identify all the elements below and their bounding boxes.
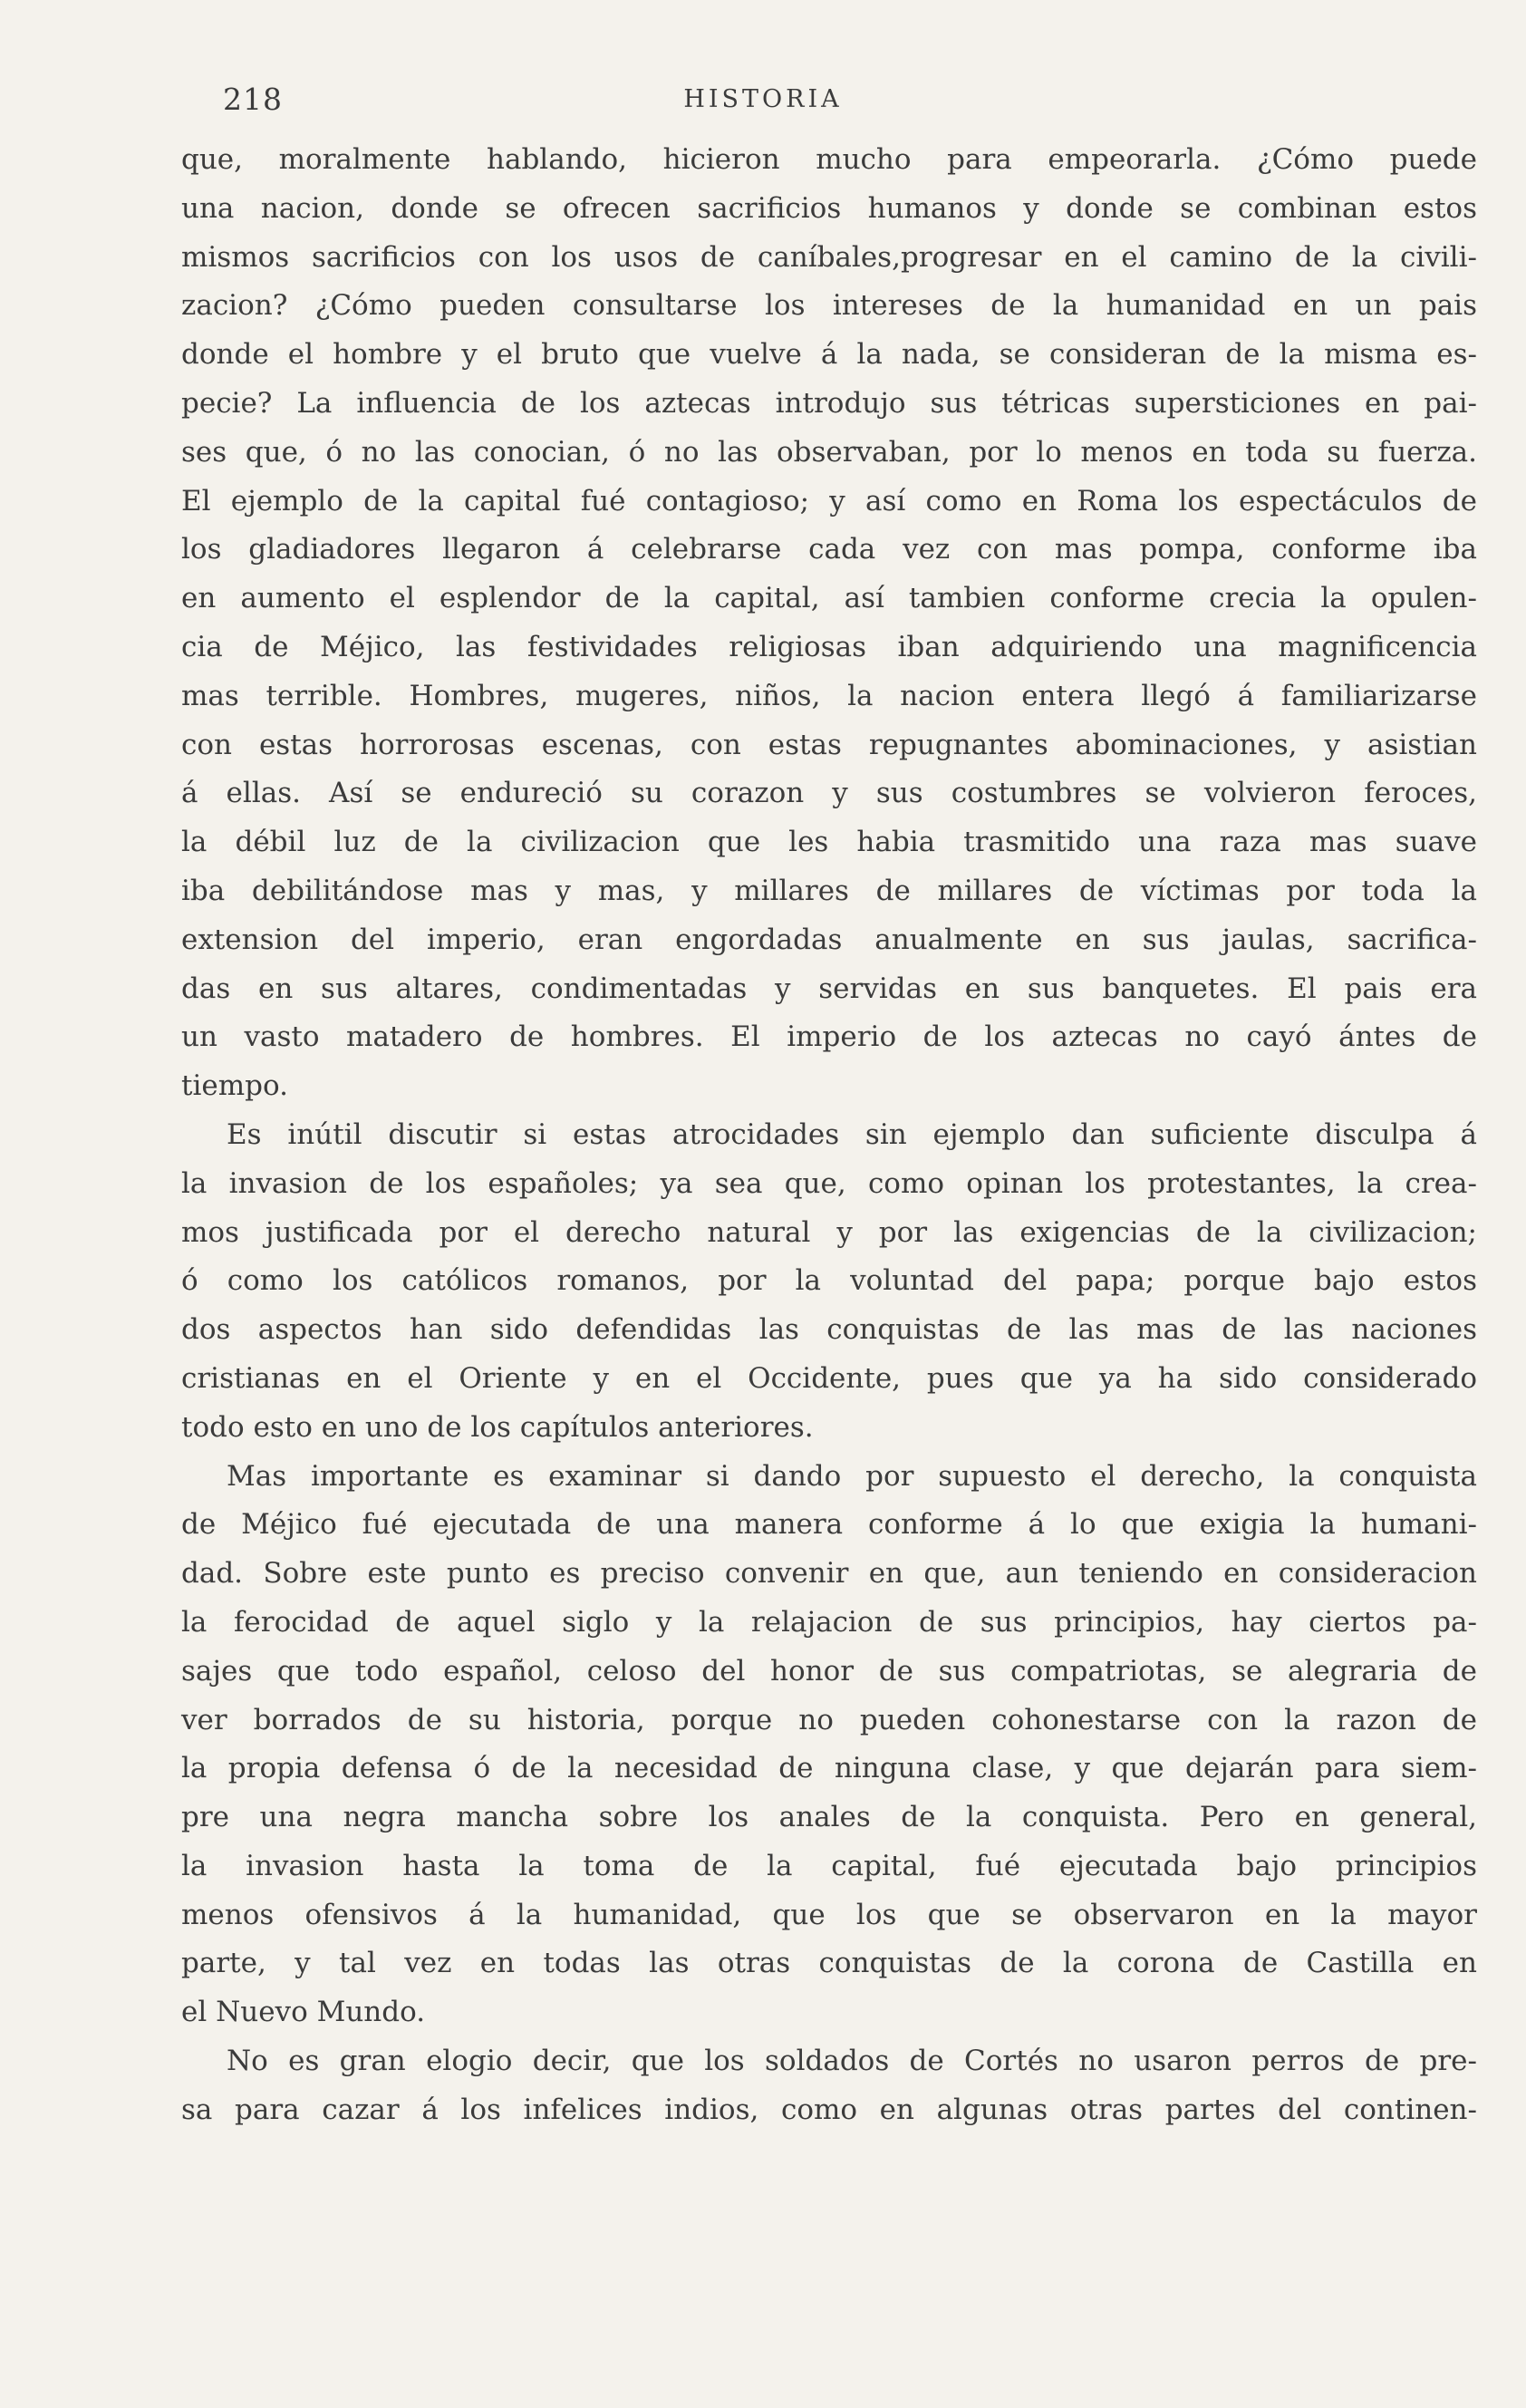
page-header bbox=[0, 82, 1526, 127]
text-line: cristianas en el Oriente y en el Occidente, pues que ya ha sido considerado bbox=[181, 1361, 1477, 1395]
text-line: los gladiadores llegaron á celebrarse cada vez con mas pompa, conforme iba bbox=[181, 533, 1477, 566]
text-line: Mas importante es examinar si dando por supuesto el derecho, la conquista bbox=[227, 1459, 1477, 1493]
text-line: dos aspectos han sido defendidas las conquistas de las mas de las naciones bbox=[181, 1313, 1477, 1347]
text-line: con estas horrorosas escenas, con estas repugnantes abominaciones, y asistian bbox=[181, 728, 1477, 761]
text-line: tiempo. bbox=[181, 1069, 288, 1103]
text-line: donde el hombre y el bruto que vuelve á la nada, se consideran de la misma es- bbox=[181, 338, 1477, 372]
running-title: HISTORIA bbox=[683, 85, 843, 113]
text-line: ses que, ó no las conocian, ó no las observaban, por lo menos en toda su fuerza. bbox=[181, 435, 1477, 469]
text-line: el Nuevo Mundo. bbox=[181, 1996, 426, 2029]
text-line: la propia defensa ó de la necesidad de ninguna clase, y que dejarán para siem- bbox=[181, 1752, 1477, 1785]
text-line: El ejemplo de la capital fué contagioso; y así como en Roma los espectáculos de bbox=[181, 484, 1477, 517]
text-line: das en sus altares, condimentadas y servidas en sus banquetes. El pais era bbox=[181, 972, 1477, 1005]
text-line: mos justificada por el derecho natural y por las exigencias de la civilizacion; bbox=[181, 1215, 1477, 1249]
page-number: 218 bbox=[223, 82, 283, 117]
text-line: todo esto en uno de los capítulos anteriores. bbox=[181, 1410, 814, 1444]
text-body bbox=[181, 136, 1477, 2135]
text-line: ó como los católicos romanos, por la voluntad del papa; porque bajo estos bbox=[181, 1264, 1477, 1298]
text-line: la invasion de los españoles; ya sea que, como opinan los protestantes, la crea- bbox=[181, 1166, 1477, 1200]
text-line: pecie? La influencia de los aztecas introdujo sus tétricas supersticiones en pai- bbox=[181, 386, 1477, 420]
text-line: No es gran elogio decir, que los soldados de Cortés no usaron perros de pre- bbox=[227, 2045, 1477, 2078]
text-line: dad. Sobre este punto es preciso convenir en que, aun teniendo en consideracion bbox=[181, 1557, 1477, 1591]
text-line: en aumento el esplendor de la capital, así tambien conforme crecia la opulen- bbox=[181, 582, 1477, 615]
text-line: zacion? ¿Cómo pueden consultarse los intereses de la humanidad en un pais bbox=[181, 289, 1477, 323]
text-line: pre una negra mancha sobre los anales de la conquista. Pero en general, bbox=[181, 1801, 1477, 1834]
text-line: sa para cazar á los infelices indios, como en algunas otras partes del continen- bbox=[181, 2093, 1477, 2126]
text-line: la invasion hasta la toma de la capital, fué ejecutada bajo principios bbox=[181, 1849, 1477, 1882]
text-line: á ellas. Así se endureció su corazon y sus costumbres se volvieron feroces, bbox=[181, 777, 1477, 810]
text-line: menos ofensivos á la humanidad, que los que se observaron en la mayor bbox=[181, 1898, 1477, 1931]
text-line: ver borrados de su historia, porque no pueden cohonestarse con la razon de bbox=[181, 1703, 1477, 1736]
text-line: mismos sacrificios con los usos de caníbales,progresar en el camino de la civili- bbox=[181, 240, 1477, 274]
text-line: Es inútil discutir si estas atrocidades sin ejemplo dan suficiente disculpa á bbox=[227, 1117, 1477, 1151]
text-line: la ferocidad de aquel siglo y la relajacion de sus principios, hay ciertos pa- bbox=[181, 1605, 1477, 1639]
text-line: que, moralmente hablando, hicieron mucho para empeorarla. ¿Cómo puede bbox=[181, 143, 1477, 176]
text-line: un vasto matadero de hombres. El imperio de los aztecas no cayó ántes de bbox=[181, 1020, 1477, 1054]
text-line: parte, y tal vez en todas las otras conquistas de la corona de Castilla en bbox=[181, 1947, 1477, 1980]
text-line: cia de Méjico, las festividades religiosas iban adquiriendo una magnificencia bbox=[181, 630, 1477, 663]
text-line: sajes que todo español, celoso del honor de sus compatriotas, se alegraria de bbox=[181, 1654, 1477, 1688]
text-line: mas terrible. Hombres, mugeres, niños, la nacion entera llegó á familiarizarse bbox=[181, 679, 1477, 712]
text-line: una nacion, donde se ofrecen sacrificios humanos y donde se combinan estos bbox=[181, 191, 1477, 225]
text-line: la débil luz de la civilizacion que les habia trasmitido una raza mas suave bbox=[181, 826, 1477, 859]
text-line: de Méjico fué ejecutada de una manera conforme á lo que exigia la humani- bbox=[181, 1508, 1477, 1542]
text-line: extension del imperio, eran engordadas anualmente en sus jaulas, sacrifica- bbox=[181, 923, 1477, 956]
text-line: iba debilitándose mas y mas, y millares de millares de víctimas por toda la bbox=[181, 874, 1477, 907]
